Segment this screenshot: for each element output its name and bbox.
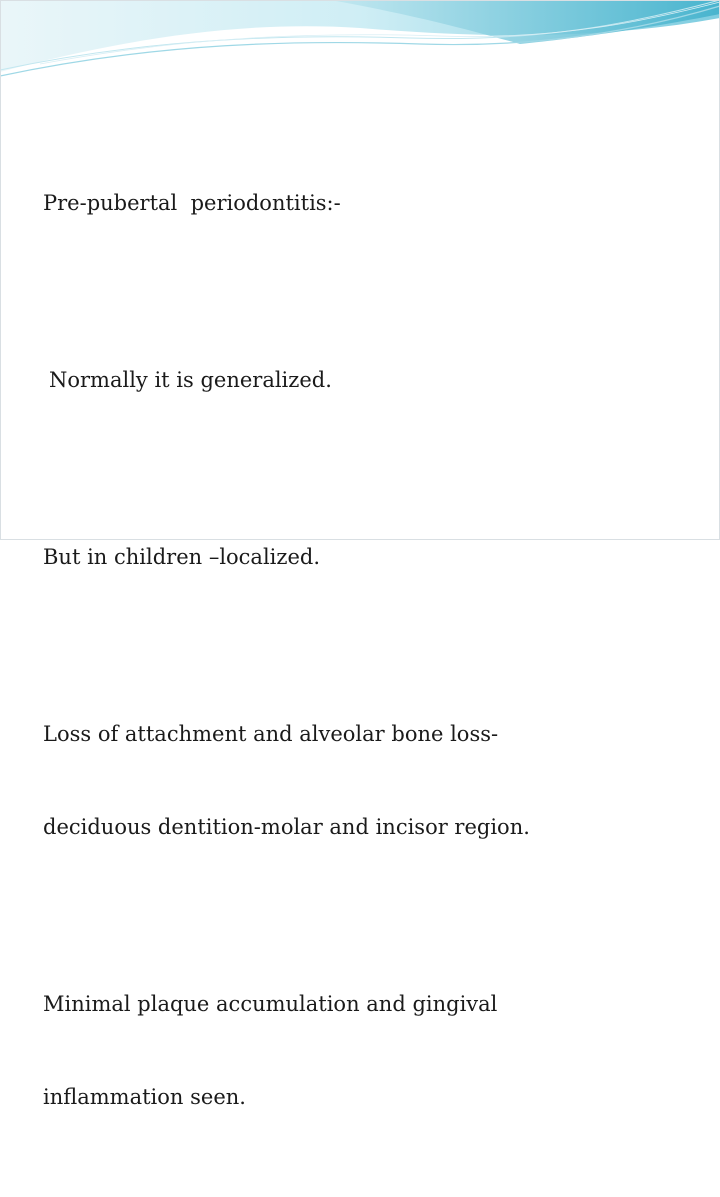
body-paragraph xyxy=(43,657,683,905)
body-paragraph xyxy=(43,480,683,635)
paragraph-line: deciduous dentition-molar and incisor region. xyxy=(43,815,530,839)
heading-paragraph xyxy=(43,126,683,281)
header-swoosh-decoration xyxy=(0,0,720,80)
paragraph-line: Normally it is generalized. xyxy=(49,368,332,392)
slide-body xyxy=(43,126,683,1197)
paragraph-line: Minimal plaque accumulation and gingival xyxy=(43,992,498,1016)
paragraph-line: But in children –localized. xyxy=(43,545,320,569)
paragraph-line: Loss of attachment and alveolar bone loss- xyxy=(43,722,499,746)
paragraph-line: Pre-pubertal periodontitis:- xyxy=(43,191,341,215)
paragraph-line: inflammation seen. xyxy=(43,1085,246,1109)
body-paragraph xyxy=(43,303,683,458)
body-paragraph xyxy=(43,927,683,1175)
